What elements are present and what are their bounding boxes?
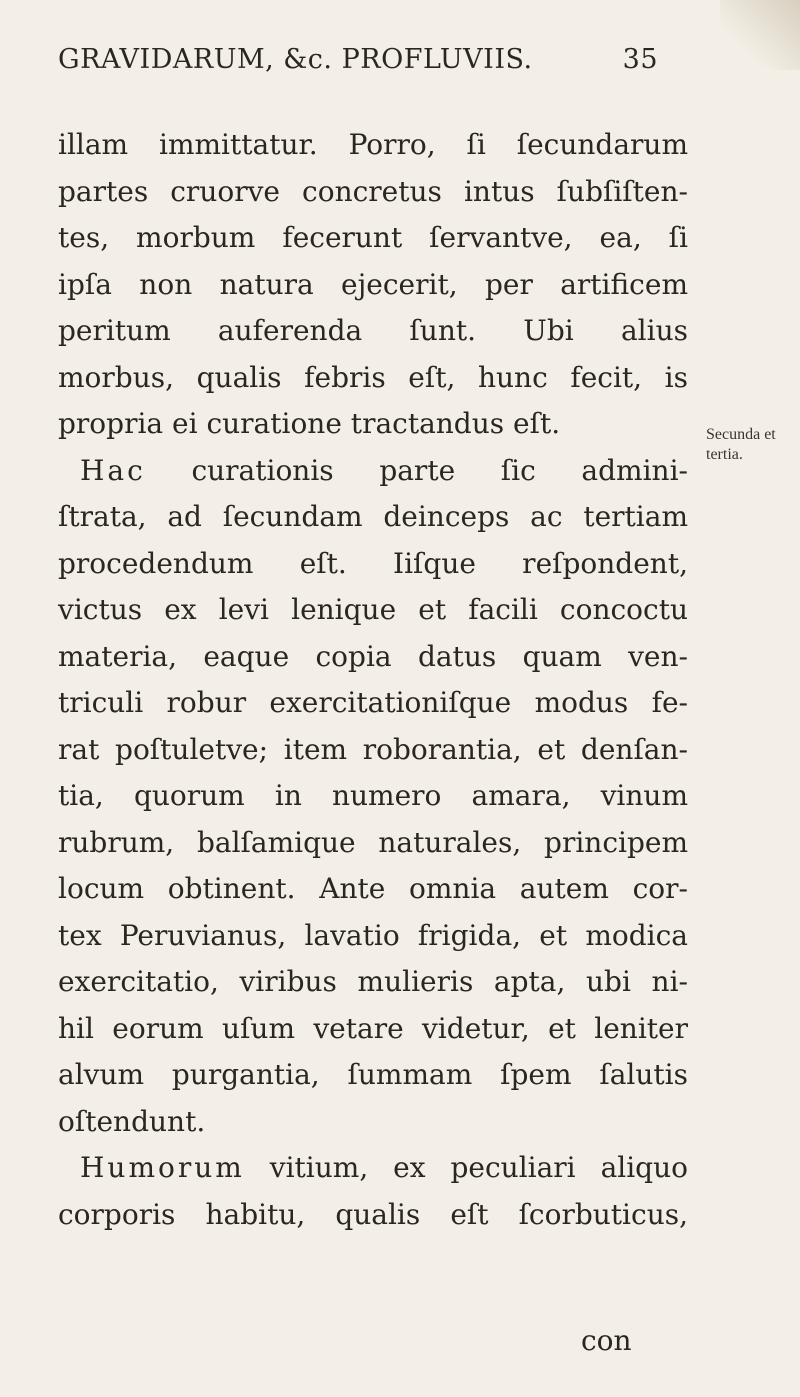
text-line: tia, quorum in numero amara, vinum <box>58 779 688 812</box>
text-line: oſtendunt. <box>58 1104 206 1138</box>
paragraph-start-line <box>58 448 688 495</box>
paragraph-lead-word: Hac <box>80 453 146 487</box>
paragraph-lead-word: Humorum <box>80 1151 245 1184</box>
text-line: ſtrata, ad ſecundam deinceps ac tertiam <box>58 500 688 533</box>
marginal-note-line: tertia. <box>706 446 743 463</box>
paragraph-start-line <box>58 1145 688 1192</box>
text-line: tex Peruvianus, lavatio frigida, et modica <box>58 918 688 952</box>
text-line: victus ex levi lenique et facili concoctu <box>58 593 688 626</box>
main-text <box>58 122 688 1238</box>
text-line: ipſa non natura ejecerit, per artificem <box>58 267 688 301</box>
text-line: materia, eaque copia datus quam ven- <box>58 639 688 673</box>
text-line: corporis habitu, qualis eſt ſcorbuticus, <box>58 1197 688 1231</box>
text-line: hil eorum uſum vetare videtur, et leniter <box>58 1011 688 1045</box>
text-line-rest: curationis parte ſic admini- <box>191 453 689 487</box>
text-line: rat poſtuletve; item roborantia, et denſan- <box>58 732 688 766</box>
text-line: alvum purgantia, ſummam ſpem ſalutis <box>58 1058 688 1091</box>
page-number: 35 <box>622 44 658 75</box>
page-corner-shadow <box>720 0 800 70</box>
text-line: procedendum eſt. Iiſque reſpondent, <box>58 546 688 580</box>
catchword: con <box>581 1324 632 1357</box>
marginal-note <box>706 425 776 465</box>
text-line: rubrum, balſamique naturales, principem <box>58 825 688 859</box>
running-title: GRAVIDARUM, &c. PROFLUVIIS. <box>58 44 533 75</box>
text-line: peritum auferenda ſunt. Ubi alius <box>58 314 688 347</box>
text-line: locum obtinent. Ante omnia autem cor- <box>58 872 688 905</box>
text-line: propria ei curatione tractandus eſt. <box>58 407 561 440</box>
text-line: partes cruorve concretus intus ſubſiſten- <box>58 174 688 208</box>
text-line-rest: vitium, ex peculiari aliquo <box>269 1151 688 1184</box>
running-header <box>58 44 658 75</box>
marginal-note-line: Secunda et <box>706 426 776 443</box>
text-line: tes, morbum fecerunt ſervantve, ea, ſi <box>58 221 688 254</box>
text-line: triculi robur exercitationiſque modus fe- <box>58 686 688 719</box>
text-line: morbus, qualis febris eſt, hunc fecit, is <box>58 360 688 394</box>
text-line: exercitatio, viribus mulieris apta, ubi ni- <box>58 965 688 998</box>
text-line: illam immittatur. Porro, ſi ſecundarum <box>58 128 688 161</box>
